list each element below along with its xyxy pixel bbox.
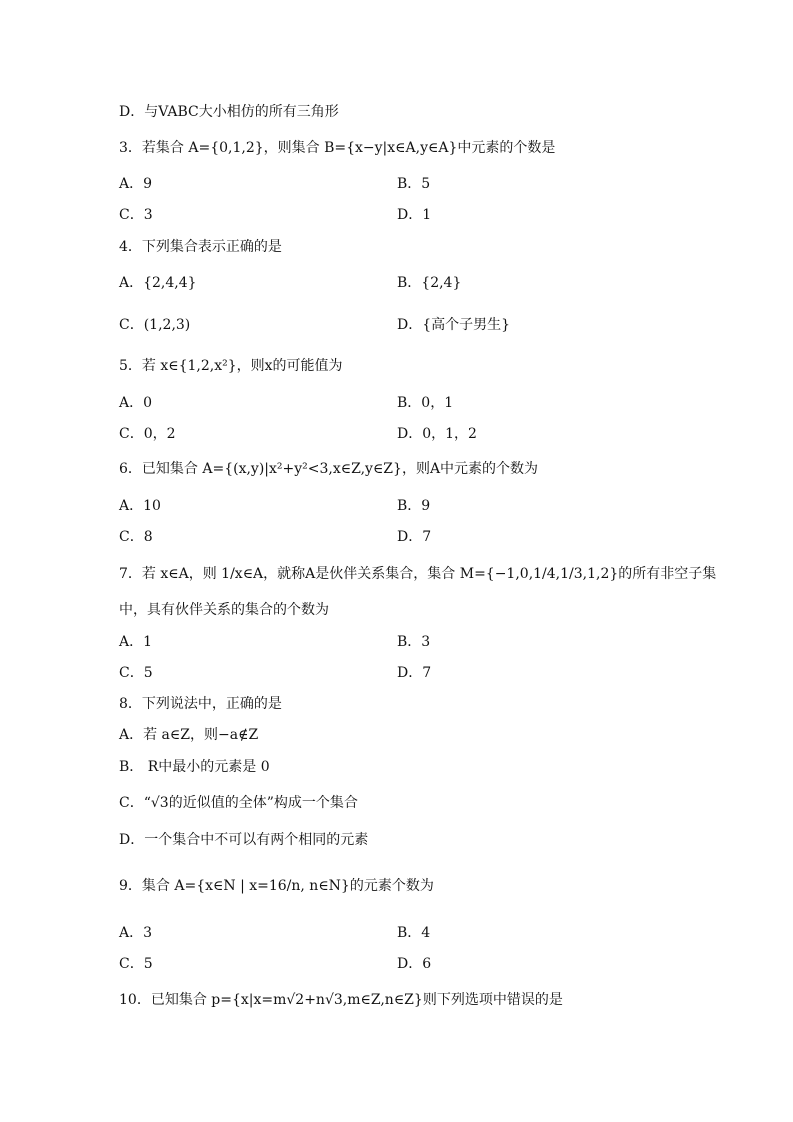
q6-option-d: D．7 <box>397 529 432 545</box>
q3-option-a: A．9 <box>119 176 153 192</box>
q9-option-c: C．5 <box>119 956 153 972</box>
q7-option-b: B．3 <box>397 634 431 650</box>
q4-option-c: C．(1,2,3) <box>119 317 191 333</box>
q7-option-c: C．5 <box>119 665 153 681</box>
q5-option-b: B．0，1 <box>397 395 454 411</box>
q9-option-b: B．4 <box>397 925 431 941</box>
question-5: 5．若 x∈{1,2,x²}，则x的可能值为 <box>119 358 343 374</box>
q8-option-b: B． R中最小的元素是 0 <box>119 759 270 775</box>
q4-option-d: D．{高个子男生} <box>397 317 511 333</box>
q7-option-a: A．1 <box>119 634 153 650</box>
q8-option-a: A．若 a∈Z，则−a∉Z <box>119 727 259 743</box>
question-10: 10．已知集合 p={x|x=m√2+n√3,m∈Z,n∈Z}则下列选项中错误的是 <box>119 992 563 1008</box>
question-3: 3．若集合 A={0,1,2}，则集合 B={x−y|x∈A,y∈A}中元素的个数是 <box>119 140 556 156</box>
q5-option-a: A．0 <box>119 395 153 411</box>
option-d-previous: D．与VABC大小相仿的所有三角形 <box>119 104 339 120</box>
question-7-continued: 中，具有伙伴关系的集合的个数为 <box>119 602 329 618</box>
q6-option-c: C．8 <box>119 529 153 545</box>
question-6: 6．已知集合 A={(x,y)|x²+y²<3,x∈Z,y∈Z}，则A中元素的个数为 <box>119 461 539 477</box>
q5-option-c: C．0，2 <box>119 426 176 442</box>
q3-option-b: B．5 <box>397 176 431 192</box>
q4-option-b: B．{2,4} <box>397 275 462 291</box>
question-9: 9．集合 A={x∈N | x=16/n, n∈N}的元素个数为 <box>119 878 434 894</box>
q8-option-d: D．一个集合中不可以有两个相同的元素 <box>119 832 369 848</box>
q3-option-c: C．3 <box>119 207 153 223</box>
q3-option-d: D．1 <box>397 207 432 223</box>
question-7: 7．若 x∈A，则 1/x∈A，就称A是伙伴关系集合，集合 M={−1,0,1/4,1/3,1,2}的所有非空子集 <box>119 566 717 582</box>
question-4: 4．下列集合表示正确的是 <box>119 239 282 255</box>
q8-option-c: C．“√3的近似值的全体”构成一个集合 <box>119 795 358 811</box>
question-8: 8．下列说法中，正确的是 <box>119 696 282 712</box>
q6-option-b: B．9 <box>397 498 431 514</box>
q6-option-a: A．10 <box>119 498 161 514</box>
q5-option-d: D．0，1，2 <box>397 426 477 442</box>
q7-option-d: D．7 <box>397 665 432 681</box>
q9-option-a: A．3 <box>119 925 153 941</box>
q9-option-d: D．6 <box>397 956 432 972</box>
q4-option-a: A．{2,4,4} <box>119 275 197 291</box>
